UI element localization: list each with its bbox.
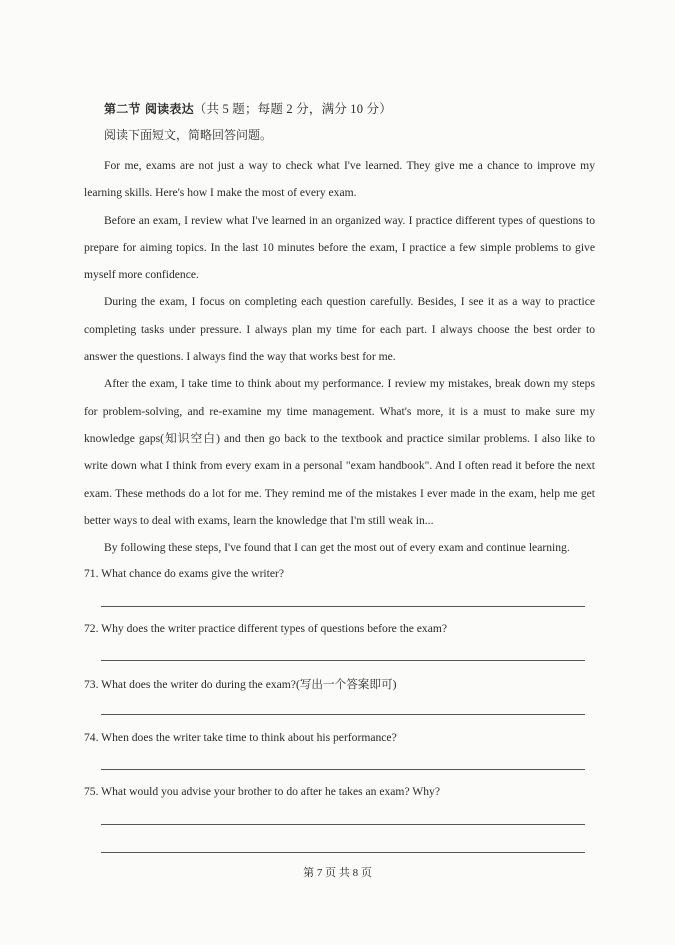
answer-line-72[interactable] (101, 660, 585, 661)
answer-line-74[interactable] (101, 769, 585, 770)
passage-paragraph-4: After the exam, I take time to think about my performance. I review my mistakes, break down my steps for problem-solving, and re-examine my time management. What's more, it is a must to make sure my knowledge gaps(知识空白) and then go back to the textbook and practice similar problems. I also like to write down what I think from every exam in a personal "exam handbook". And I often read it before the next exam. These methods do a lot for me. They remind me of the mistakes I ever made in the exam, help me get better ways to deal with exams, learn the knowledge that I'm still weak in... (84, 377, 595, 527)
question-73: 73. What does the writer do during the exam?(写出一个答案即可) (84, 678, 397, 691)
question-72: 72. Why does the writer practice different types of questions before the exam? (84, 622, 448, 635)
page-number: 第 7 页 共 8 页 (303, 867, 372, 879)
question-74: 74. When does the writer take time to think about his performance? (84, 731, 397, 744)
section-heading (104, 99, 392, 117)
passage-paragraph-3: During the exam, I focus on completing each question carefully. Besides, I see it as a way to practice completing tasks under pressure. I always plan my time for each part. I always choose the best order to answer the questions. I always find the way that works best for me. (84, 295, 595, 364)
question-75: 75. What would you advise your brother to do after he takes an exam? Why? (84, 785, 440, 798)
reading-passage (84, 152, 595, 561)
question-71: 71. What chance do exams give the writer? (84, 567, 285, 580)
instruction-text: 阅读下面短文，简略回答问题。 (104, 128, 273, 142)
passage-paragraph-5: By following these steps, I've found that I can get the most out of every exam and continue learning. (104, 541, 570, 555)
answer-line-73[interactable] (101, 714, 585, 715)
answer-line-75a[interactable] (101, 824, 585, 825)
section-title-scoring: （共 5 题；每题 2 分，满分 10 分） (193, 102, 392, 116)
section-title-bold: 第二节 阅读表达 (104, 102, 194, 116)
passage-paragraph-1: For me, exams are not just a way to check what I've learned. They give me a chance to improve my learning skills. Here's how I make the most of every exam. (84, 159, 595, 200)
passage-paragraph-2: Before an exam, I review what I've learned in an organized way. I practice different types of questions to prepare for aiming topics. In the last 10 minutes before the exam, I practice a few simple problems to give myself more confidence. (84, 213, 595, 282)
answer-line-71[interactable] (101, 606, 585, 607)
answer-line-75b[interactable] (101, 852, 585, 853)
